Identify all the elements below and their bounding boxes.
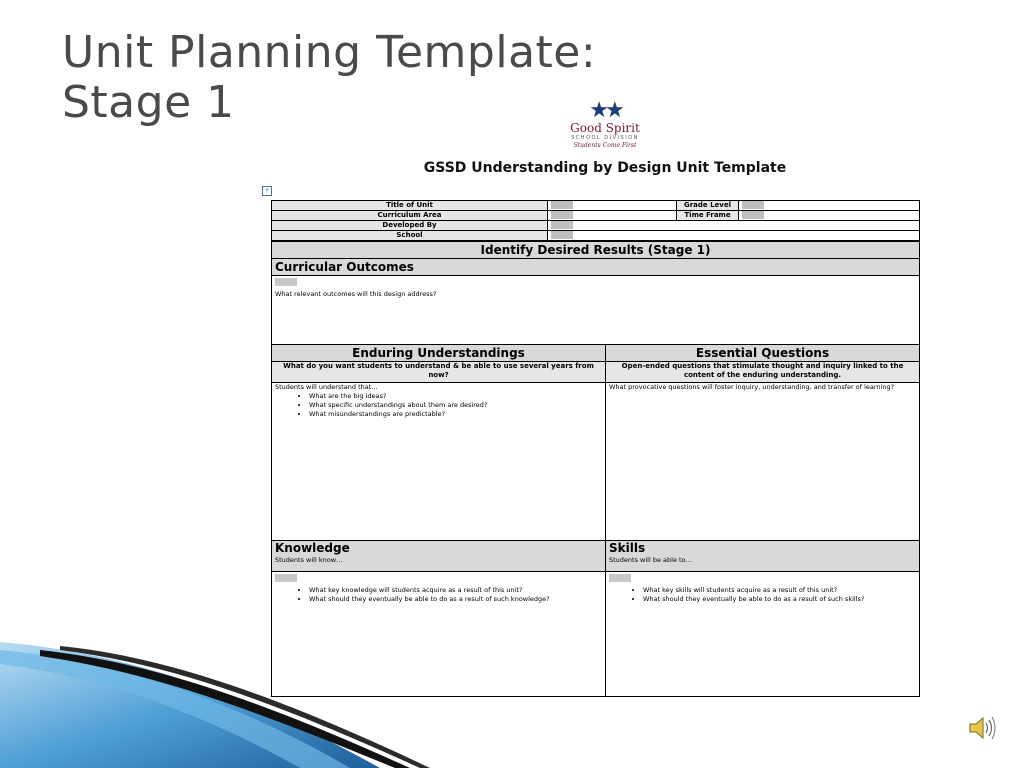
knowledge-cell[interactable] <box>272 572 606 697</box>
stage-heading: Identify Desired Results (Stage 1) <box>272 242 920 259</box>
grade-level-label: Grade Level <box>677 201 739 211</box>
curricular-outcomes-field[interactable] <box>275 278 297 286</box>
knowledge-heading: Knowledge <box>275 541 350 555</box>
essential-questions-subheading: Open-ended questions that stimulate thought and inquiry linked to the content of the enduring understanding. <box>606 362 920 383</box>
title-of-unit-label: Title of Unit <box>272 201 548 211</box>
school-field[interactable] <box>548 231 920 241</box>
title-of-unit-field[interactable] <box>548 201 677 211</box>
curricular-outcomes-heading: Curricular Outcomes <box>272 259 920 276</box>
good-spirit-logo <box>560 100 650 149</box>
time-frame-field[interactable] <box>739 211 920 221</box>
curriculum-area-label: Curriculum Area <box>272 211 548 221</box>
table-anchor-icon[interactable]: + <box>262 186 272 196</box>
logo-name: Good Spirit <box>570 121 640 135</box>
skills-field[interactable] <box>609 574 631 582</box>
enduring-understandings-heading: Enduring Understandings <box>272 345 606 362</box>
time-frame-label: Time Frame <box>677 211 739 221</box>
grade-level-field[interactable] <box>739 201 920 211</box>
list-item: • What should they eventually be able to do as a result of such knowledge? <box>309 595 602 604</box>
curricular-outcomes-cell[interactable] <box>272 276 920 345</box>
curriculum-area-field[interactable] <box>548 211 677 221</box>
slide-title-line-2: Stage 1 <box>62 77 235 128</box>
unit-meta-table <box>271 200 920 241</box>
enduring-intro: Students will understand that… <box>275 383 378 391</box>
enduring-understandings-cell[interactable] <box>272 383 606 541</box>
skills-bullet-list <box>609 586 916 604</box>
essential-questions-heading: Essential Questions <box>606 345 920 362</box>
list-item: • What are the big ideas? <box>309 392 602 401</box>
list-item: • What should they eventually be able to do as a result of such skills? <box>643 595 916 604</box>
school-label: School <box>272 231 548 241</box>
skills-heading: Skills <box>609 541 646 555</box>
knowledge-field[interactable] <box>275 574 297 582</box>
stage-one-table <box>271 241 920 697</box>
essential-questions-cell[interactable] <box>606 383 920 541</box>
enduring-understandings-subheading: What do you want students to understand & be able to use several years from now? <box>272 362 606 383</box>
enduring-bullet-list <box>275 392 602 419</box>
speaker-icon[interactable] <box>966 712 998 744</box>
list-item: • What specific understandings about them are desired? <box>309 401 602 410</box>
developed-by-field[interactable] <box>548 221 920 231</box>
knowledge-bullet-list <box>275 586 602 604</box>
list-item: • What key knowledge will students acquire as a result of this unit? <box>309 586 602 595</box>
knowledge-subheading: Students will know… <box>275 556 343 564</box>
knowledge-header-cell <box>272 541 606 572</box>
list-item: • What key skills will students acquire as a result of this unit? <box>643 586 916 595</box>
slide-title-line-1: Unit Planning Template: <box>62 27 597 78</box>
logo-stars-icon: ★★ <box>589 98 621 123</box>
curricular-outcomes-prompt: What relevant outcomes will this design address? <box>275 290 437 298</box>
unit-template-document <box>271 200 919 697</box>
document-title: GSSD Understanding by Design Unit Template <box>423 160 787 176</box>
slide-title <box>62 28 596 128</box>
skills-cell[interactable] <box>606 572 920 697</box>
developed-by-label: Developed By <box>272 221 548 231</box>
list-item: • What misunderstandings are predictable? <box>309 410 602 419</box>
skills-header-cell <box>606 541 920 572</box>
essential-questions-prompt: What provocative questions will foster inquiry, understanding, and transfer of learning? <box>609 383 895 391</box>
logo-division: SCHOOL DIVISION <box>571 135 639 141</box>
logo-tagline: Students Come First <box>573 142 637 149</box>
skills-subheading: Students will be able to… <box>609 556 693 564</box>
